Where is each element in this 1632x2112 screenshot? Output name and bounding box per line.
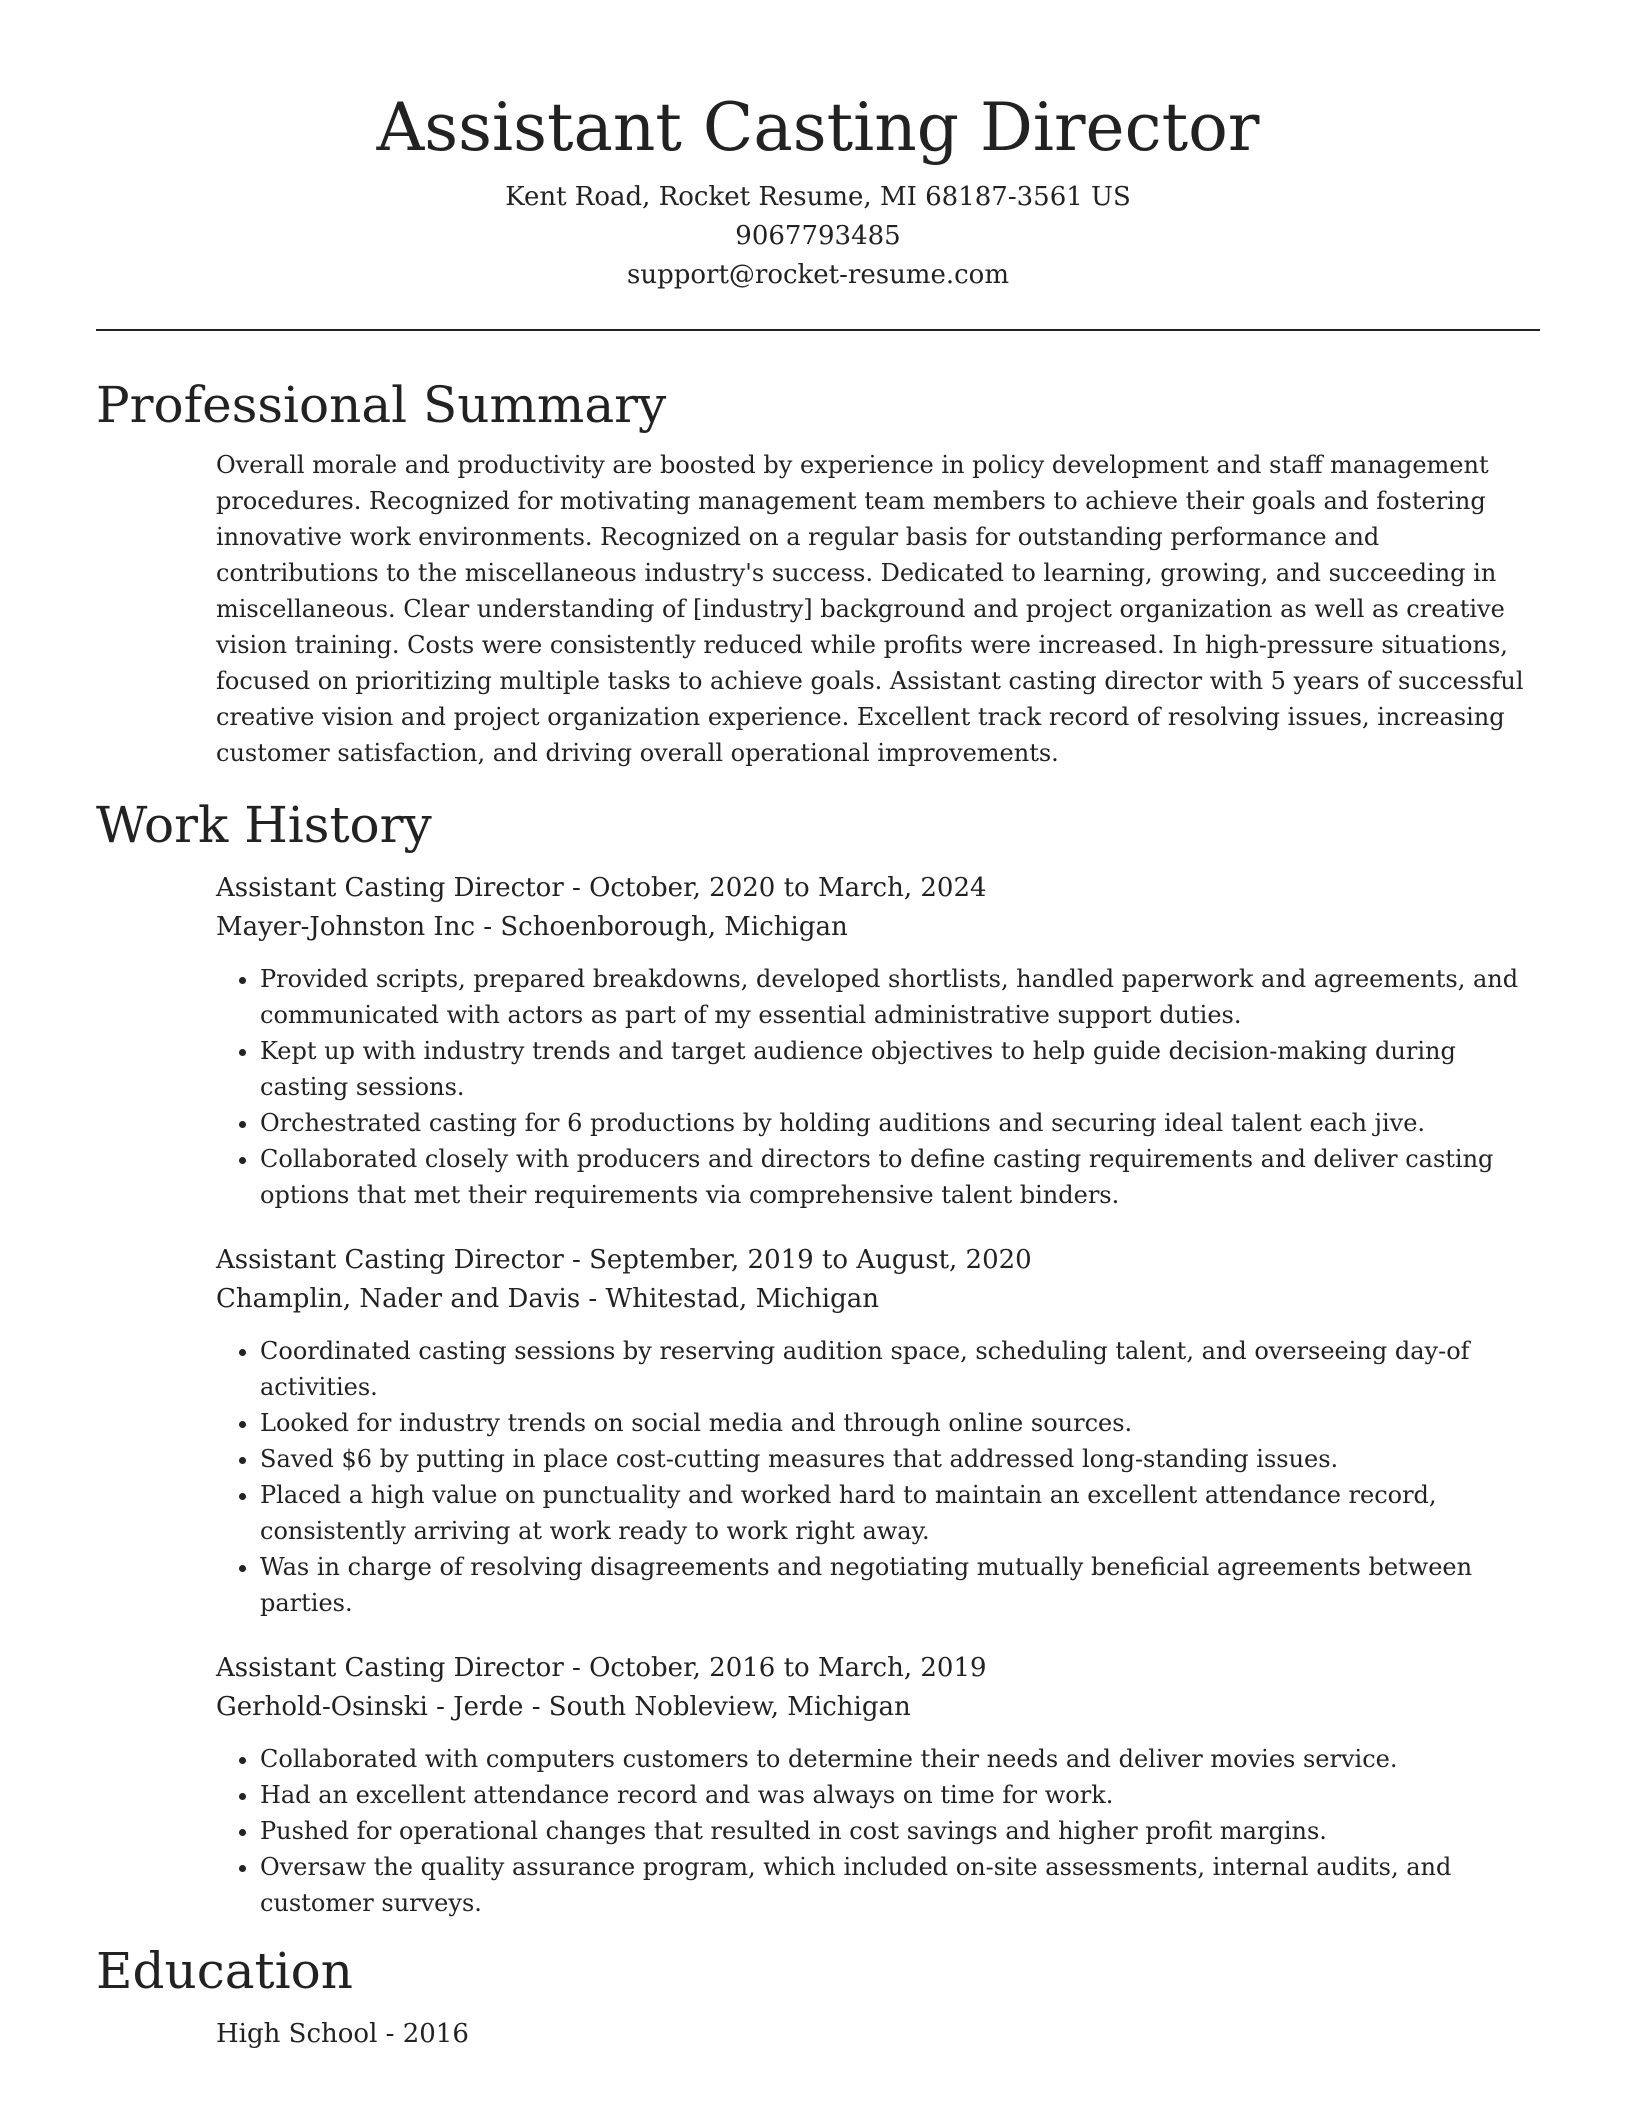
professional-summary-section — [96, 375, 1540, 771]
job-entry — [216, 1649, 1540, 1921]
section-title-summary: Professional Summary — [96, 376, 667, 434]
section-title-work-history: Work History — [96, 796, 432, 854]
resume-header — [96, 0, 1540, 295]
job-bullet-list — [216, 961, 1540, 1213]
job-bullet: • Pushed for operational changes that resulted in cost savings and higher profit margins. — [260, 1813, 1540, 1849]
job-company-location: Gerhold-Osinski - Jerde - South Nobleview, Michigan — [216, 1692, 911, 1722]
job-bullet: • Was in charge of resolving disagreements and negotiating mutually beneficial agreements between parties. — [260, 1549, 1540, 1621]
job-entry — [216, 869, 1540, 1213]
job-bullet: • Had an excellent attendance record and was always on time for work. — [260, 1777, 1540, 1813]
contact-info — [96, 178, 1540, 295]
job-bullet: • Saved $6 by putting in place cost-cutting measures that addressed long-standing issues. — [260, 1441, 1540, 1477]
work-history-section — [96, 795, 1540, 1921]
job-bullet-list — [216, 1741, 1540, 1921]
job-bullet: • Orchestrated casting for 6 productions by holding auditions and securing ideal talent each jive. — [260, 1105, 1540, 1141]
phone-number: 9067793485 — [735, 221, 901, 251]
education-section — [96, 1941, 1540, 2054]
summary-text: Overall morale and productivity are boosted by experience in policy development and staff management procedures. Recognized for motivating management team members to achieve their goals and fostering innovative work environments. Recognized on a regular basis for outstanding performance and contributions to the miscellaneous industry's success. Dedicated to learning, growing, and succeeding in miscellaneous. Clear understanding of [industry] background and project organization as well as creative vision training. Costs were consistently reduced while profits were increased. In high-pressure situations, focused on prioritizing multiple tasks to achieve goals. Assistant casting director with 5 years of successful creative vision and project organization experience. Excellent track record of resolving issues, increasing customer satisfaction, and driving overall operational improvements. — [216, 451, 1524, 767]
address: Kent Road, Rocket Resume, MI 68187-3561 US — [505, 182, 1131, 212]
job-bullet: • Collaborated closely with producers and directors to define casting requirements and deliver casting options that met their requirements via comprehensive talent binders. — [260, 1141, 1540, 1213]
job-bullet: • Provided scripts, prepared breakdowns, developed shortlists, handled paperwork and agreements, and communicated with actors as part of my essential administrative support duties. — [260, 961, 1540, 1033]
job-bullet: • Coordinated casting sessions by reserving audition space, scheduling talent, and overseeing day-of activities. — [260, 1333, 1540, 1405]
job-company-location: Champlin, Nader and Davis - Whitestad, Michigan — [216, 1284, 880, 1314]
job-entry — [216, 1241, 1540, 1621]
resume-page — [96, 0, 1540, 2054]
job-bullet: • Oversaw the quality assurance program, which included on-site assessments, internal audits, and customer surveys. — [260, 1849, 1540, 1921]
section-title-education: Education — [96, 1942, 353, 2000]
education-entry: High School - 2016 — [216, 2019, 469, 2049]
email-address: support@rocket-resume.com — [626, 260, 1009, 290]
job-bullet: • Looked for industry trends on social media and through online sources. — [260, 1405, 1540, 1441]
job-company-location: Mayer-Johnston Inc - Schoenborough, Michigan — [216, 912, 848, 942]
job-bullet-list — [216, 1333, 1540, 1621]
job-bullet: • Kept up with industry trends and target audience objectives to help guide decision-making during casting sessions. — [260, 1033, 1540, 1105]
job-title-dates: Assistant Casting Director - October, 2016 to March, 2019 — [216, 1653, 987, 1683]
candidate-name: Assistant Casting Director — [376, 89, 1260, 166]
header-divider — [96, 329, 1540, 331]
job-bullet: • Placed a high value on punctuality and worked hard to maintain an excellent attendance record, consistently arriving at work ready to work right away. — [260, 1477, 1540, 1549]
job-bullet: • Collaborated with computers customers to determine their needs and deliver movies service. — [260, 1741, 1540, 1777]
job-title-dates: Assistant Casting Director - September, 2019 to August, 2020 — [216, 1245, 1032, 1275]
job-title-dates: Assistant Casting Director - October, 2020 to March, 2024 — [216, 873, 987, 903]
